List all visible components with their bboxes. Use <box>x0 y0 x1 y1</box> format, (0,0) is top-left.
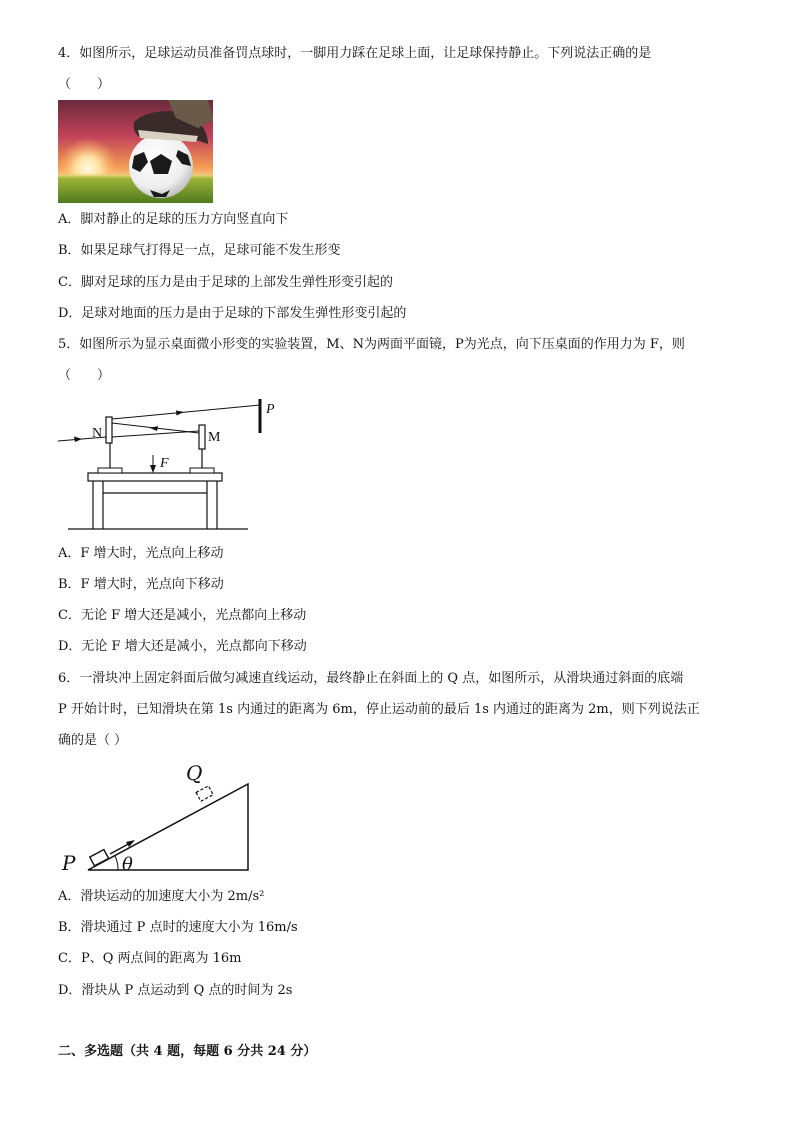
q4-football-photo <box>58 100 213 203</box>
q5-option-b: B．F 增大时，光点向下移动 <box>58 577 224 592</box>
force-f-label: F <box>160 456 169 471</box>
q4-answer-paren: （ ） <box>58 77 111 92</box>
point-q-label: Q <box>186 761 203 785</box>
q6-incline-diagram <box>58 760 258 880</box>
football-photo-image <box>58 100 213 203</box>
q4-option-c: C．脚对足球的压力是由于足球的上部发生弹性形变引起的 <box>58 275 393 290</box>
q5-option-c: C．无论 F 增大还是减小，光点都向上移动 <box>58 608 307 623</box>
q6-option-a: A．滑块运动的加速度大小为 2m/s² <box>58 889 265 904</box>
q5-answer-paren: （ ） <box>58 368 111 383</box>
q4-option-a: A．脚对静止的足球的压力方向竖直向下 <box>58 212 289 227</box>
q6-stem-line3: 确的是（ ） <box>58 733 128 748</box>
q6-stem-line2: P 开始计时，已知滑块在第 1s 内通过的距离为 6m，停止运动前的最后 1s 内通过的距离为 2m，则下列说法正 <box>58 702 700 717</box>
incline-svg <box>58 760 258 880</box>
q5-stem: 5．如图所示为显示桌面微小形变的实验装置，M、N为两面平面镜，P为光点，向下压桌面的作用力为 F，则 <box>58 337 685 352</box>
section2-heading: 二、多选题（共 4 题，每题 6 分共 24 分） <box>58 1044 317 1059</box>
mirror-n-label: N <box>92 426 103 441</box>
q6-option-c: C．P、Q 两点间的距离为 16m <box>58 951 242 966</box>
q5-option-a: A．F 增大时，光点向上移动 <box>58 546 224 561</box>
q4-stem: 4．如图所示，足球运动员准备罚点球时，一脚用力踩在足球上面，让足球保持静止。下列说法正确的是 <box>58 46 652 61</box>
theta-label: θ <box>122 854 133 875</box>
mirror-apparatus-svg <box>58 395 278 535</box>
light-spot-p-label: P <box>266 402 275 417</box>
q4-option-b: B．如果足球气打得足一点，足球可能不发生形变 <box>58 243 341 258</box>
q4-option-d: D．足球对地面的压力是由于足球的下部发生弹性形变引起的 <box>58 306 407 321</box>
point-p-label: P <box>62 851 76 875</box>
q5-option-d: D．无论 F 增大还是减小，光点都向下移动 <box>58 639 307 654</box>
q5-mirror-apparatus-diagram <box>58 395 278 535</box>
q6-option-d: D．滑块从 P 点运动到 Q 点的时间为 2s <box>58 983 293 998</box>
mirror-m-label: M <box>208 430 221 445</box>
q6-option-b: B．滑块通过 P 点时的速度大小为 16m/s <box>58 920 298 935</box>
q6-stem-line1: 6．一滑块冲上固定斜面后做匀减速直线运动，最终静止在斜面上的 Q 点，如图所示，从滑块通过斜面的底端 <box>58 671 684 686</box>
